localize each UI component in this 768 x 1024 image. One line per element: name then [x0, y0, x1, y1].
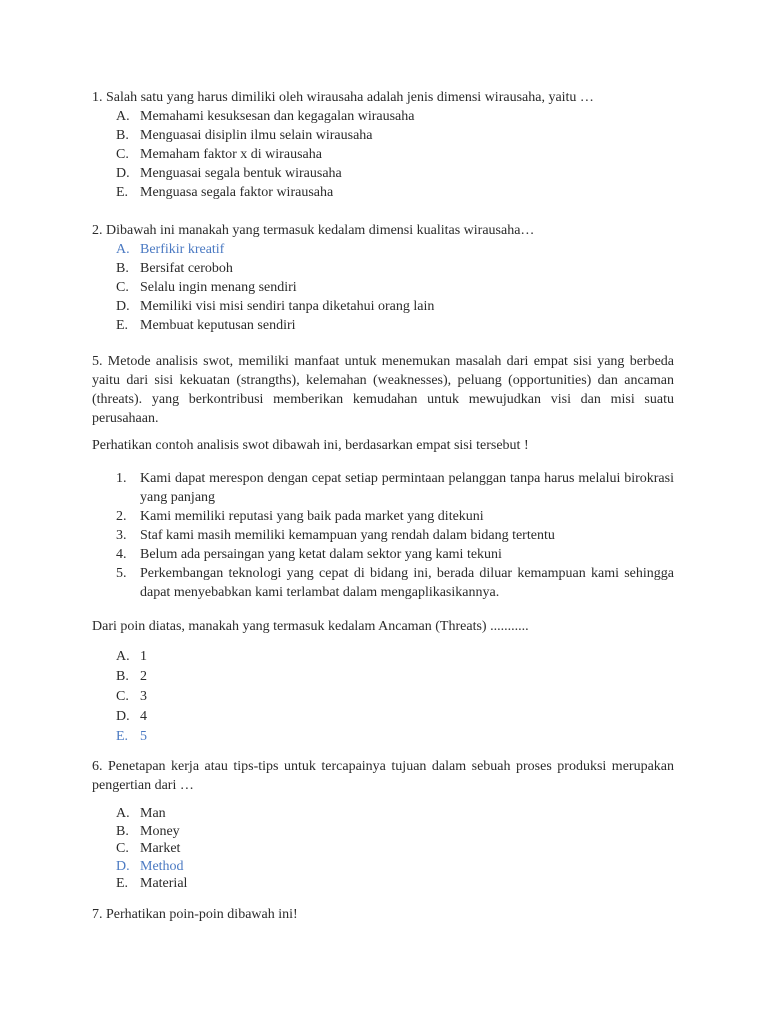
option-letter: D. [116, 299, 130, 314]
question-1-stem: 1. Salah satu yang harus dimiliki oleh wirausaha adalah jenis dimensi wirausaha, yaitu … [92, 90, 594, 105]
option-text: Method [140, 858, 184, 874]
swot-point-4 [116, 545, 674, 564]
point-number: 4. [116, 547, 127, 562]
question-6-option-c [116, 839, 676, 857]
option-text: Man [140, 806, 166, 821]
option-letter: E. [116, 185, 129, 200]
question-2-option-c [116, 278, 676, 297]
option-letter: C. [116, 147, 129, 162]
option-letter: A. [116, 242, 130, 257]
option-letter: B. [116, 261, 129, 276]
option-letter: C. [116, 280, 129, 295]
option-text: 4 [140, 709, 147, 724]
question-5-option-e [116, 727, 676, 747]
option-text: 3 [140, 689, 147, 704]
question-1-option-c [116, 145, 676, 164]
option-letter: D. [116, 709, 130, 724]
option-text: Memiliki visi misi sendiri tanpa diketahui orang lain [140, 299, 435, 314]
swot-point-5 [116, 564, 674, 602]
option-text: Memahami kesuksesan dan kegagalan wirausaha [140, 109, 415, 124]
question-2-option-a [116, 240, 676, 259]
point-number: 1. [116, 471, 127, 486]
question-1-options [116, 107, 676, 202]
option-letter: D. [116, 858, 130, 874]
option-text: Money [140, 823, 180, 839]
point-text: Belum ada persaingan yang ketat dalam sektor yang kami tekuni [140, 547, 502, 562]
question-1-option-a [116, 107, 676, 126]
option-text: Menguasai segala bentuk wirausaha [140, 166, 342, 181]
option-text: Berfikir kreatif [140, 242, 225, 257]
option-letter: C. [116, 841, 129, 856]
point-number: 3. [116, 528, 127, 543]
question-2-options [116, 240, 676, 335]
point-text: Perkembangan teknologi yang cepat di bidang ini, berada diluar kemampuan kami sehingga dapat menyebabkan kami terlambat dalam mengaplikasikannya. [140, 566, 674, 600]
option-letter: E. [116, 729, 129, 744]
question-5-stem: 5. Metode analisis swot, memiliki manfaat untuk menemukan masalah dari empat sisi yang berbeda yaitu dari sisi kekuatan (strangths), kelemahan (weaknesses), peluang (opportunities) dan ancaman (threats). yang berkontribusi memberikan kemudahan untuk mewujudkan visi dan misi suatu perusahaan. [92, 354, 674, 426]
question-1-option-d [116, 164, 676, 183]
option-letter: A. [116, 649, 130, 664]
point-text: Kami memiliki reputasi yang baik pada market yang ditekuni [140, 509, 484, 524]
option-text: Selalu ingin menang sendiri [140, 280, 297, 295]
question-6-option-b [116, 822, 676, 840]
point-number: 5. [116, 566, 127, 581]
question-5-instruction: Perhatikan contoh analisis swot dibawah ini, berdasarkan empat sisi tersebut ! [92, 438, 529, 453]
option-text: Market [140, 841, 181, 856]
question-6-options [116, 804, 676, 892]
option-text: 1 [140, 649, 147, 664]
option-letter: C. [116, 689, 129, 704]
question-5-option-d [116, 707, 676, 727]
option-letter: B. [116, 669, 129, 684]
question-5-option-c [116, 687, 676, 707]
question-7-stem: 7. Perhatikan poin-poin dibawah ini! [92, 907, 298, 922]
swot-point-3 [116, 526, 674, 545]
question-2-option-e [116, 316, 676, 335]
option-letter: D. [116, 166, 130, 181]
option-text: Memaham faktor x di wirausaha [140, 147, 322, 162]
option-text: Membuat keputusan sendiri [140, 318, 296, 333]
swot-point-2 [116, 507, 674, 526]
option-letter: B. [116, 128, 129, 143]
swot-point-1 [116, 469, 674, 507]
question-6-stem: 6. Penetapan kerja atau tips-tips untuk tercapainya tujuan dalam sebuah proses produksi merupakan pengertian dari … [92, 759, 674, 793]
question-1-option-b [116, 126, 676, 145]
question-6-option-e [116, 874, 676, 892]
point-text: Staf kami masih memiliki kemampuan yang rendah dalam bidang tertentu [140, 528, 555, 543]
option-letter: E. [116, 876, 129, 891]
option-text: Menguasa segala faktor wirausaha [140, 185, 334, 200]
option-text: Material [140, 876, 188, 891]
question-1-option-e [116, 183, 676, 202]
option-letter: A. [116, 109, 130, 124]
point-number: 2. [116, 509, 127, 524]
option-letter: E. [116, 318, 129, 333]
point-text: Kami dapat merespon dengan cepat setiap permintaan pelanggan tanpa harus melalui birokrasi yang panjang [140, 471, 674, 505]
option-text: Menguasai disiplin ilmu selain wirausaha [140, 128, 373, 143]
option-letter: B. [116, 823, 129, 839]
question-6-option-d [116, 857, 676, 875]
option-letter: A. [116, 806, 130, 821]
option-text: 5 [140, 729, 147, 744]
question-6-option-a [116, 804, 676, 822]
question-2-stem: 2. Dibawah ini manakah yang termasuk kedalam dimensi kualitas wirausaha… [92, 223, 535, 238]
option-text: Bersifat ceroboh [140, 261, 233, 276]
question-5-option-b [116, 667, 676, 687]
question-2-option-b [116, 259, 676, 278]
question-5-question: Dari poin diatas, manakah yang termasuk kedalam Ancaman (Threats) ........... [92, 619, 529, 634]
question-5-options [116, 647, 676, 747]
option-text: 2 [140, 669, 147, 684]
question-5-points [116, 469, 674, 602]
question-2-option-d [116, 297, 676, 316]
question-5-option-a [116, 647, 676, 667]
